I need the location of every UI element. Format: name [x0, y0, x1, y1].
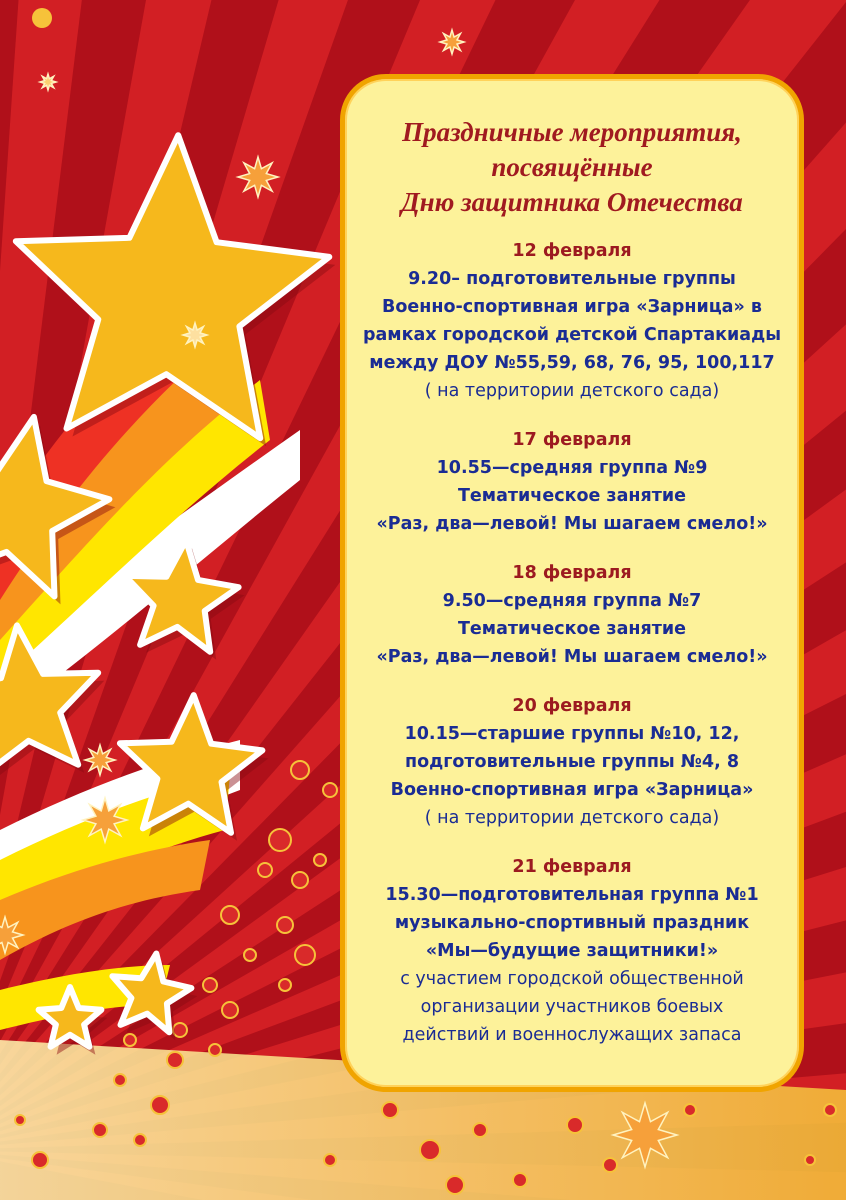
event-line: музыкально-спортивный праздник: [394, 913, 750, 933]
sparkle-icon: [440, 30, 464, 54]
bubble-dot: [513, 1173, 527, 1187]
event-line: подготовительные группы №4, 8: [404, 752, 739, 772]
event-line: Военно-спортивная игра «Зарница» в: [382, 297, 762, 317]
event-line: Тематическое занятие: [457, 486, 687, 506]
bubble-dot: [203, 978, 217, 992]
event-item: [345, 426, 799, 538]
bubble-dot: [167, 1052, 183, 1068]
bubble-dot: [279, 979, 291, 991]
bubble-dot: [114, 1074, 126, 1086]
event-line: с участием городской общественной: [400, 969, 744, 989]
bubble-dot: [222, 1002, 238, 1018]
bubble-dot: [93, 1123, 107, 1137]
event-line: 9.50—средняя группа №7: [442, 591, 702, 611]
bubble-dot: [134, 1134, 146, 1146]
bubble-dot: [244, 949, 256, 961]
event-line: «Раз, два—левой! Мы шагаем смело!»: [376, 514, 768, 534]
page-title: [345, 115, 799, 220]
event-line: ( на территории детского сада): [424, 381, 720, 401]
sparkle-icon: [183, 323, 207, 347]
bubble-dot: [314, 854, 326, 866]
title-line: посвящённые: [491, 152, 653, 182]
title-line: Дню защитника Отечества: [401, 187, 743, 217]
event-line: рамках городской детской Спартакиады: [362, 325, 782, 345]
bubble-dot: [269, 829, 291, 851]
event-line: 9.20– подготовительные группы: [408, 269, 736, 289]
bubble-dot: [292, 872, 308, 888]
event-line: ( на территории детского сада): [424, 808, 720, 828]
event-list: [345, 237, 799, 1070]
bubble-dot: [295, 945, 315, 965]
bubble-dot: [684, 1104, 696, 1116]
event-line: организации участников боевых: [420, 997, 724, 1017]
event-line: 10.15—старшие группы №10, 12,: [404, 724, 740, 744]
bubble-dot: [446, 1176, 464, 1194]
event-date: 12 февраля: [512, 241, 632, 261]
bubble-dot: [221, 906, 239, 924]
bubble-dot: [151, 1096, 169, 1114]
title-line: Праздничные мероприятия,: [402, 117, 742, 147]
event-line: «Раз, два—левой! Мы шагаем смело!»: [376, 647, 768, 667]
event-line: 15.30—подготовительная группа №1: [385, 885, 759, 905]
event-date: 20 февраля: [512, 696, 632, 716]
bubble-dot: [258, 863, 272, 877]
bubble-dot: [32, 8, 52, 28]
bubble-dot: [323, 783, 337, 797]
sparkle-icon: [40, 74, 56, 90]
bubble-dot: [291, 761, 309, 779]
sparkle-icon: [85, 745, 115, 775]
event-line: Военно-спортивная игра «Зарница»: [390, 780, 754, 800]
bubble-dot: [473, 1123, 487, 1137]
event-line: Тематическое занятие: [457, 619, 687, 639]
event-date: 18 февраля: [512, 563, 632, 583]
sparkle-icon: [613, 1103, 677, 1167]
bubble-dot: [209, 1044, 221, 1056]
event-item: [345, 237, 799, 405]
bubble-dot: [824, 1104, 836, 1116]
event-date: 17 февраля: [512, 430, 632, 450]
event-card: [340, 74, 804, 1092]
event-line: действий и военнослужащих запаса: [402, 1025, 742, 1045]
bubble-dot: [124, 1034, 136, 1046]
bubble-dot: [15, 1115, 25, 1125]
bubble-dot: [324, 1154, 336, 1166]
event-date: 21 февраля: [512, 857, 632, 877]
bubble-dot: [32, 1152, 48, 1168]
event-line: 10.55—средняя группа №9: [436, 458, 708, 478]
event-item: [345, 559, 799, 671]
bubble-dot: [277, 917, 293, 933]
event-item: [345, 853, 799, 1049]
bubble-dot: [603, 1158, 617, 1172]
bubble-dot: [420, 1140, 440, 1160]
bubble-dot: [805, 1155, 815, 1165]
bubble-dot: [173, 1023, 187, 1037]
event-item: [345, 692, 799, 832]
event-line: «Мы—будущие защитники!»: [425, 941, 719, 961]
event-line: между ДОУ №55,59, 68, 76, 95, 100,117: [369, 353, 775, 373]
bubble-dot: [382, 1102, 398, 1118]
bubble-dot: [567, 1117, 583, 1133]
sparkle-icon: [83, 798, 127, 842]
sparkle-icon: [238, 157, 278, 197]
